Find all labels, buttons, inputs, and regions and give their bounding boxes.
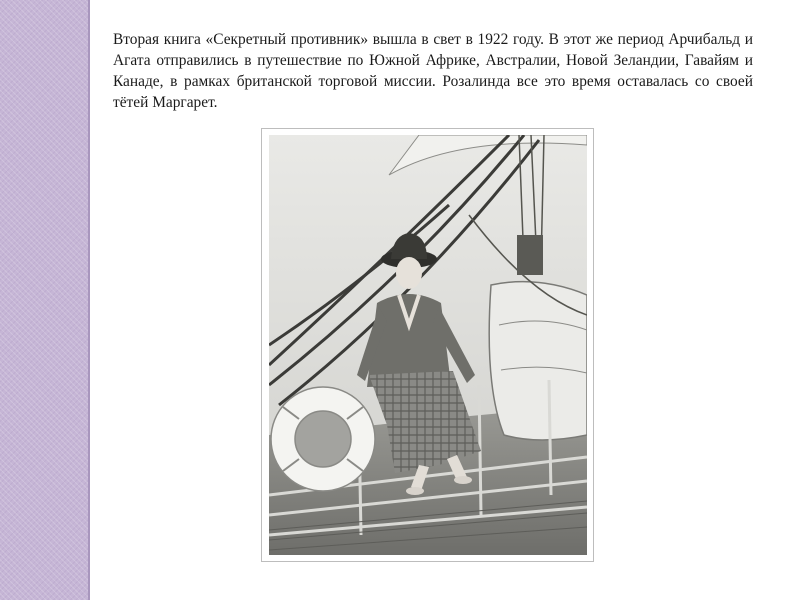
- lifeboat: [489, 282, 587, 440]
- sidebar-edge: [88, 0, 90, 600]
- pulley-block: [517, 235, 543, 275]
- decorative-sidebar: [0, 0, 88, 600]
- photo-woman-on-ship-deck: [269, 135, 587, 555]
- body-paragraph: Вторая книга «Секретный противник» вышла в свет в 1922 году. В этот же период Арчибальд и Агата отправились в путешествие по Южной Африке, Австралии, Новой Зеландии, Гавайям и Канаде, в рамках британской торговой миссии. Розалинда все это время оставалась со своей тётей Маргарет.: [113, 31, 753, 111]
- photo-frame: [261, 128, 594, 562]
- life-ring: [271, 387, 375, 491]
